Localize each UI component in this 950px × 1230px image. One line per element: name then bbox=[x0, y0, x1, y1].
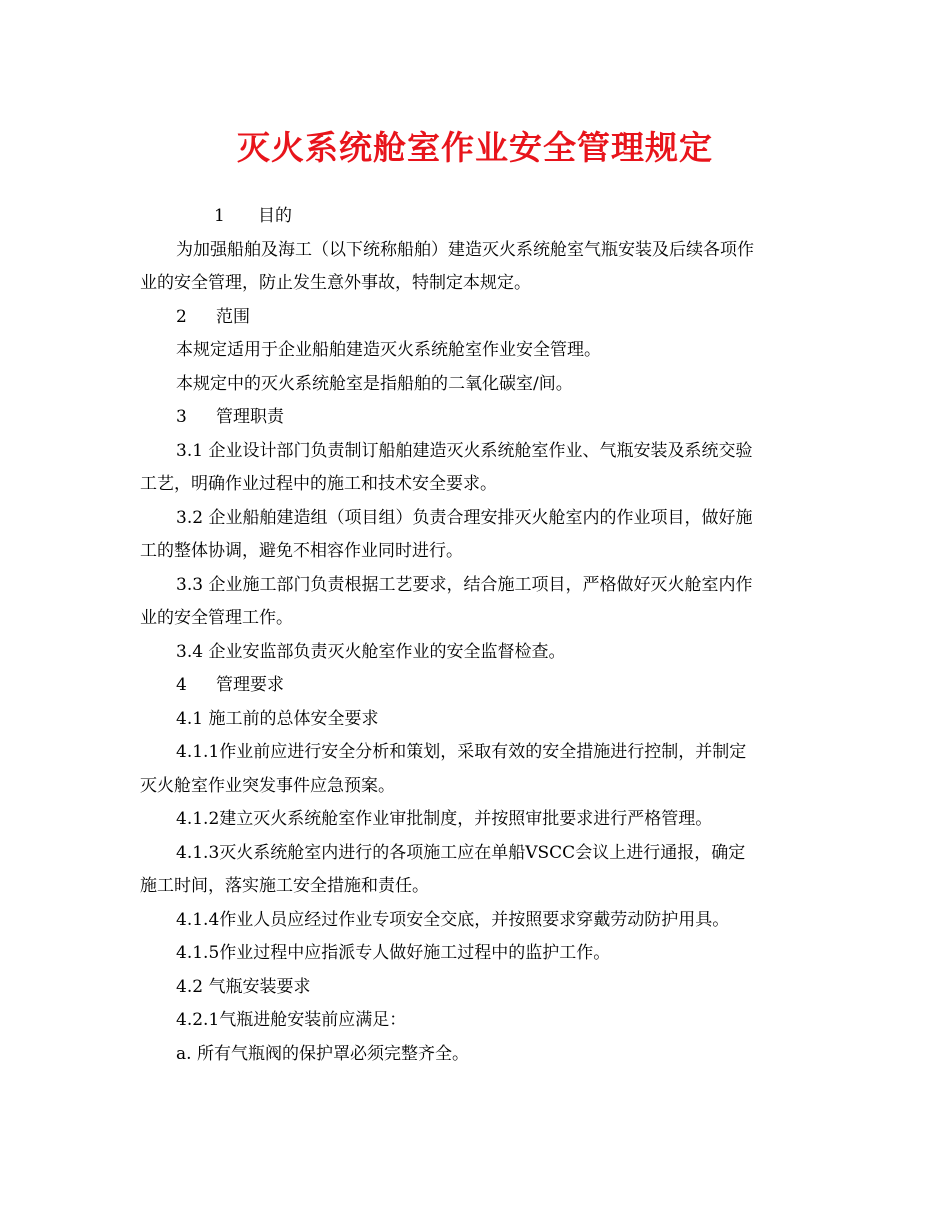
paragraph-line: 业的安全管理工作。 bbox=[140, 608, 293, 628]
paragraph-line: 3.2 企业船舶建造组（项目组）负责合理安排灭火舱室内的作业项目，做好施 bbox=[176, 507, 753, 528]
section-number: 3 bbox=[176, 407, 187, 427]
section-number: 2 bbox=[176, 306, 187, 327]
section-title: 范围 bbox=[216, 306, 250, 327]
paragraph-line: 4.2.1气瓶进舱安装前应满足： bbox=[176, 1010, 407, 1030]
paragraph-line: 业的安全管理，防止发生意外事故，特制定本规定。 bbox=[140, 273, 531, 293]
paragraph-line: 3.3 企业施工部门负责根据工艺要求，结合施工项目，严格做好灭火舱室内作 bbox=[176, 574, 753, 595]
section-heading-2 bbox=[140, 301, 812, 335]
paragraph-line: 4.1.1作业前应进行安全分析和策划，采取有效的安全措施进行控制，并制定 bbox=[176, 742, 747, 762]
paragraph-line: 工艺，明确作业过程中的施工和技术安全要求。 bbox=[140, 474, 497, 494]
section-heading-4 bbox=[140, 669, 812, 703]
section-heading-1 bbox=[140, 200, 812, 234]
paragraph-line: 4.2 气瓶安装要求 bbox=[176, 976, 311, 997]
paragraph-line: 3.1 企业设计部门负责制订船舶建造灭火系统舱室作业、气瓶安装及系统交验 bbox=[176, 440, 753, 461]
paragraph-line: 4.1 施工前的总体安全要求 bbox=[176, 708, 379, 729]
section-title: 目的 bbox=[258, 206, 292, 226]
paragraph-line: 本规定中的灭火系统舱室是指船舶的二氧化碳室/间。 bbox=[176, 373, 573, 394]
section-heading-3 bbox=[140, 401, 812, 435]
paragraph-line: 4.1.5作业过程中应指派专人做好施工过程中的监护工作。 bbox=[176, 943, 611, 963]
paragraph-line: 4.1.3灭火系统舱室内进行的各项施工应在单船VSCC会议上进行通报，确定 bbox=[176, 842, 746, 863]
section-number: 4 bbox=[176, 675, 187, 695]
paragraph-line: a. 所有气瓶阀的保护罩必须完整齐全。 bbox=[176, 1043, 469, 1064]
section-title: 管理要求 bbox=[216, 675, 284, 695]
section-number: 1 bbox=[214, 206, 225, 226]
paragraph-line: 为加强船舶及海工（以下统称船舶）建造灭火系统舱室气瓶安装及后续各项作 bbox=[176, 239, 754, 260]
paragraph-line: 灭火舱室作业突发事件应急预案。 bbox=[140, 775, 395, 796]
paragraph-line: 4.1.2建立灭火系统舱室作业审批制度，并按照审批要求进行严格管理。 bbox=[176, 809, 713, 829]
paragraph-line: 3.4 企业安监部负责灭火舱室作业的安全监督检查。 bbox=[176, 641, 566, 662]
paragraph-line: 本规定适用于企业船舶建造灭火系统舱室作业安全管理。 bbox=[176, 340, 601, 360]
document-body bbox=[140, 200, 812, 1071]
paragraph-line: 4.1.4作业人员应经过作业专项安全交底，并按照要求穿戴劳动防护用具。 bbox=[176, 909, 730, 930]
paragraph-line: 施工时间，落实施工安全措施和责任。 bbox=[140, 876, 429, 896]
section-title: 管理职责 bbox=[216, 407, 284, 427]
document-title: 灭火系统舱室作业安全管理规定 bbox=[237, 128, 713, 167]
paragraph-line: 工的整体协调，避免不相容作业同时进行。 bbox=[140, 541, 463, 561]
